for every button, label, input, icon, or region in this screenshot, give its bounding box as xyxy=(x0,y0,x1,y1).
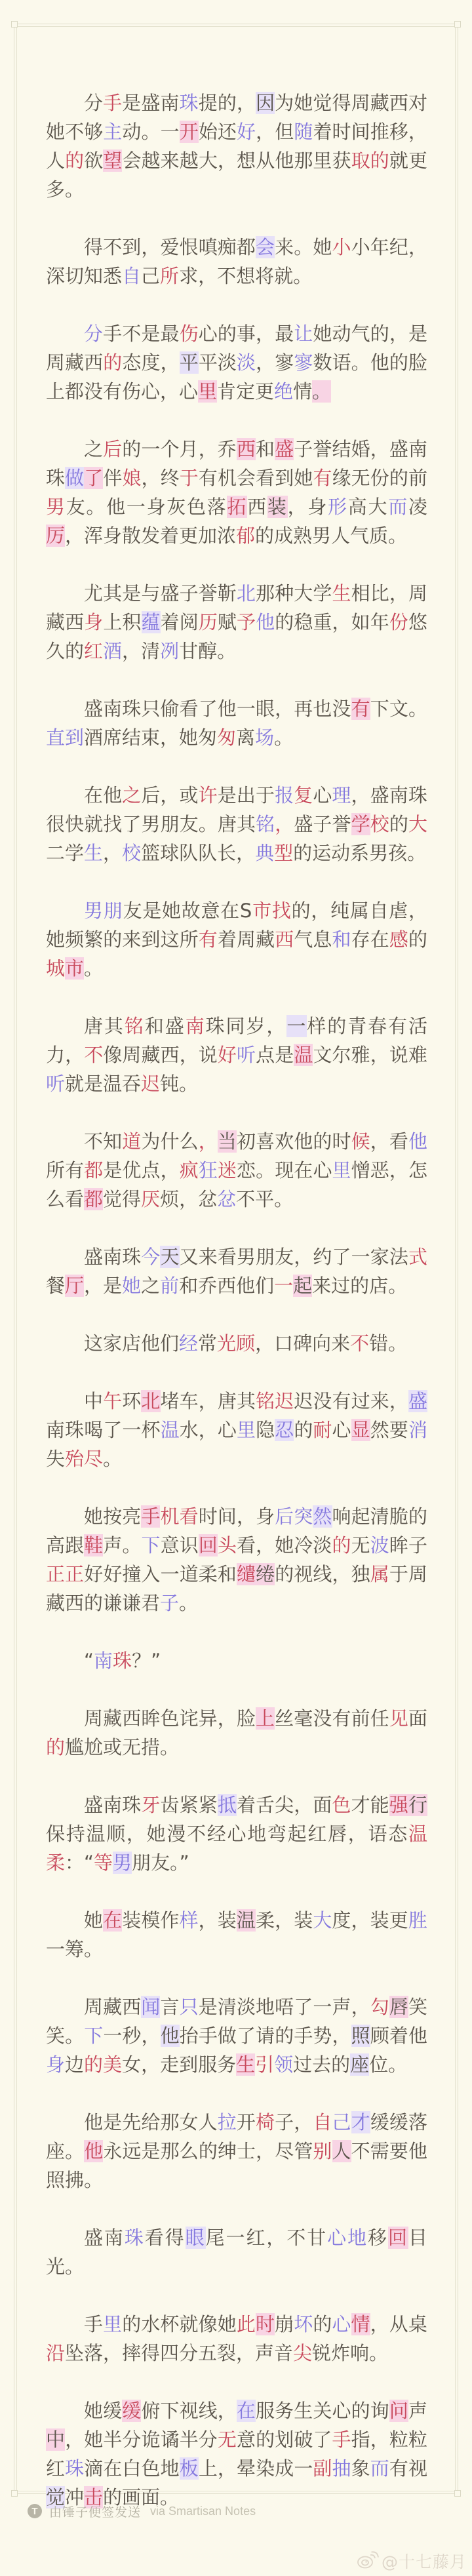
paragraph: 盛南珠只偷看了他一眼，再也没有下文。直到酒席结束，她匆匆离场。 xyxy=(46,698,427,749)
frame-corner-top-left xyxy=(11,21,18,28)
weibo-handle: @十七藤月 xyxy=(381,2552,467,2571)
paragraph: “南珠？” xyxy=(84,1650,161,1672)
paragraph: 分手是盛南珠提的，因为她觉得周藏西对她不够主动。一开始还好，但随着时间推移，人的欲望会越来越大，想从他那里获取的就更多。 xyxy=(46,92,427,201)
paragraph: 周藏西闻言只是清淡地唔了一声，勾唇笑笑。下一秒，他抬手做了请的手势，照顾着他身边的美女，走到服务生引领过去的座位。 xyxy=(46,1996,427,2076)
paragraph: 不知道为什么，当初喜欢他的时候，看他所有都是优点，疯狂迷恋。现在心里憎恶，怎么看都觉得厌烦，忿忿不平。 xyxy=(46,1130,427,1210)
paragraph: 得不到，爱恨嗔痴都会来。她小小年纪，深切知悉自己所求，不想将就。 xyxy=(46,236,427,287)
paragraph: 她缓缓俯下视线，在服务生关心的询问声中，她半分诡谲半分无意的划破了手指，粒粒红珠滴在白色地板上，晕染成一副抽象而有视觉冲击的画面。 xyxy=(46,2400,427,2508)
frame-corner-bottom-left xyxy=(11,2490,18,2497)
paragraph: 盛南珠看得眼尾一红，不甘心地移回目光。 xyxy=(46,2227,427,2278)
smartisan-hammer-icon: T xyxy=(28,2504,42,2518)
paragraph: 分手不是最伤心的事，最让她动气的，是周藏西的态度，平平淡淡，寥寥数语。他的脸上都没有伤心，心里肯定更绝情。 xyxy=(46,323,427,403)
paragraph: 盛南珠今天又来看男朋友，约了一家法式餐厅，是她之前和乔西他们一起来过的店。 xyxy=(46,1246,427,1297)
paragraph: 在他之后，或许是出于报复心理，盛南珠很快就找了男朋友。唐其铭，盛子誉学校的大二学生，校篮球队队长，典型的运动系男孩。 xyxy=(46,784,427,864)
paragraph: 她在装模作样，装温柔，装大度，装更胜一筹。 xyxy=(46,1909,427,1960)
frame-corner-top-right xyxy=(454,21,461,28)
paragraph: 她按亮手机看时间，身后突然响起清脆的高跟鞋声。下意识回头看，她冷淡的无波眸子正正好好撞入一道柔和缱绻的视线，独属于周藏西的谦谦君子。 xyxy=(46,1505,427,1614)
sent-via-label-en: via Smartisan Notes xyxy=(150,2504,256,2518)
paragraph: 盛南珠牙齿紧紧抵着舌尖，面色才能强行保持温顺，她漫不经心地弯起红唇，语态温柔：“等男朋友。” xyxy=(46,1794,427,1874)
story-paragraphs xyxy=(46,89,427,2508)
weibo-icon xyxy=(357,2550,382,2572)
paragraph: 手里的水杯就像她此时崩坏的心情，从桌沿坠落，摔得四分五裂，声音尖锐炸响。 xyxy=(46,2313,427,2364)
paragraph: 之后的一个月，乔西和盛子誉结婚，盛南珠做了伴娘，终于有机会看到她有缘无份的前男友。他一身灰色落拓西装，身形高大而凌厉，浑身散发着更加浓郁的成熟男人气质。 xyxy=(46,438,427,547)
weibo-watermark xyxy=(357,2549,467,2573)
paragraph: 唐其铭和盛南珠同岁，一样的青春有活力，不像周藏西，说好听点是温文尔雅，说难听就是温吞迟钝。 xyxy=(46,1015,427,1095)
paragraph: 他是先给那女人拉开椅子，自己才缓缓落座。他永远是那么的绅士，尽管别人不需要他照拂。 xyxy=(46,2111,427,2191)
footer-attribution xyxy=(28,2503,256,2520)
frame-corner-bottom-right xyxy=(454,2490,461,2497)
paragraph: 这家店他们经常光顾，口碑向来不错。 xyxy=(84,1332,408,1355)
paragraph: 中午环北堵车，唐其铭迟迟没有过来，盛南珠喝了一杯温水，心里隐忍的耐心显然要消失殆尽。 xyxy=(46,1390,427,1470)
paragraph: 尤其是与盛子誉靳北那种大学生相比，周藏西身上积蕴着阅历赋予他的稳重，如年份悠久的红酒，清冽甘醇。 xyxy=(46,582,427,662)
paragraph: 周藏西眸色诧异，脸上丝毫没有前任见面的尴尬或无措。 xyxy=(46,1707,427,1758)
sent-via-label-cn: 由锤子便签发送 xyxy=(49,2505,142,2520)
paragraph: 男朋友是她故意在S市找的，纯属自虐，她频繁的来到这所有着周藏西气息和存在感的城市。 xyxy=(46,900,427,980)
